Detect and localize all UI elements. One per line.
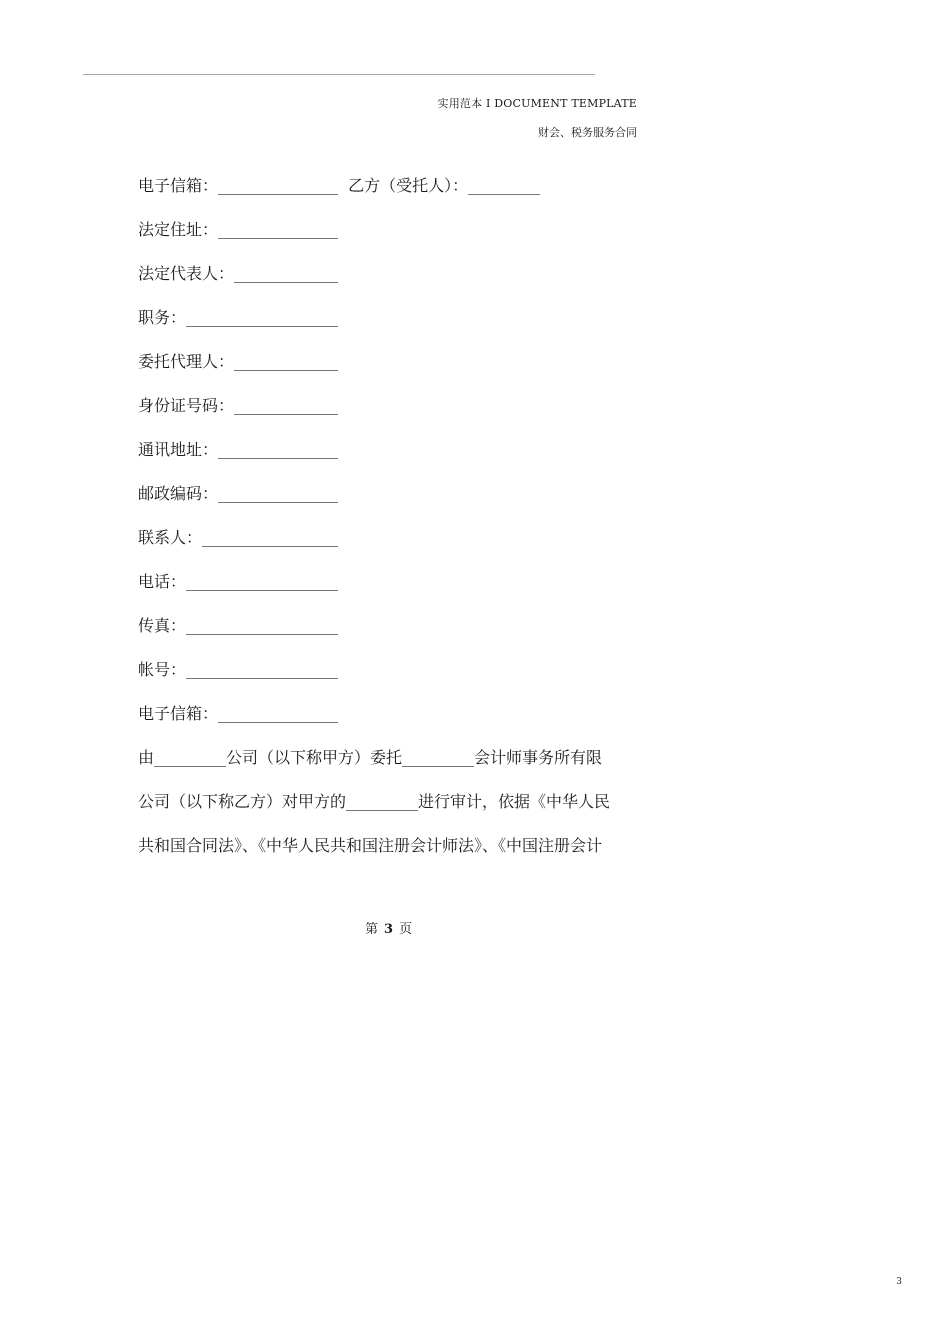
field-legal-address: 法定住址：_______________: [138, 220, 339, 239]
footer-page-number: 3: [384, 922, 394, 937]
paragraph-line: 由_________公司（以下称甲方）委托_________会计师事务所有限: [138, 748, 603, 767]
page-footer: [365, 918, 412, 937]
field-agent: 委托代理人：_____________: [138, 352, 339, 371]
field-phone: 电话：___________________: [138, 572, 339, 591]
paragraph-line: 公司（以下称乙方）对甲方的_________进行审计，依据《中华人民: [138, 792, 611, 811]
field-postal-code: 邮政编码：_______________: [138, 484, 339, 503]
field-fax: 传真：___________________: [138, 616, 339, 635]
field-email: 电子信箱：_______________: [138, 704, 339, 723]
header-rule: [83, 74, 595, 75]
field-contact: 联系人：_________________: [138, 528, 339, 547]
field-id-number: 身份证号码：_____________: [138, 396, 339, 415]
footer-suffix: 页: [399, 922, 413, 937]
field-email-and-party-b: 电子信箱：_______________ 乙方（受托人）：_________: [138, 176, 541, 195]
field-position: 职务：___________________: [138, 308, 339, 327]
field-legal-representative: 法定代表人：_____________: [138, 264, 339, 283]
corner-page-number: 3: [896, 1277, 902, 1287]
contract-body: [138, 172, 658, 876]
footer-prefix: 第: [365, 922, 379, 937]
field-mailing-address: 通讯地址：_______________: [138, 440, 339, 459]
paragraph-line: 共和国合同法》、《中华人民共和国注册会计师法》、《中国注册会计: [138, 836, 603, 855]
header-doc-title: 财会、税务服务合同: [538, 126, 637, 139]
header-template-label: 实用范本 I DOCUMENT TEMPLATE: [437, 97, 637, 110]
field-account: 帐号：___________________: [138, 660, 339, 679]
